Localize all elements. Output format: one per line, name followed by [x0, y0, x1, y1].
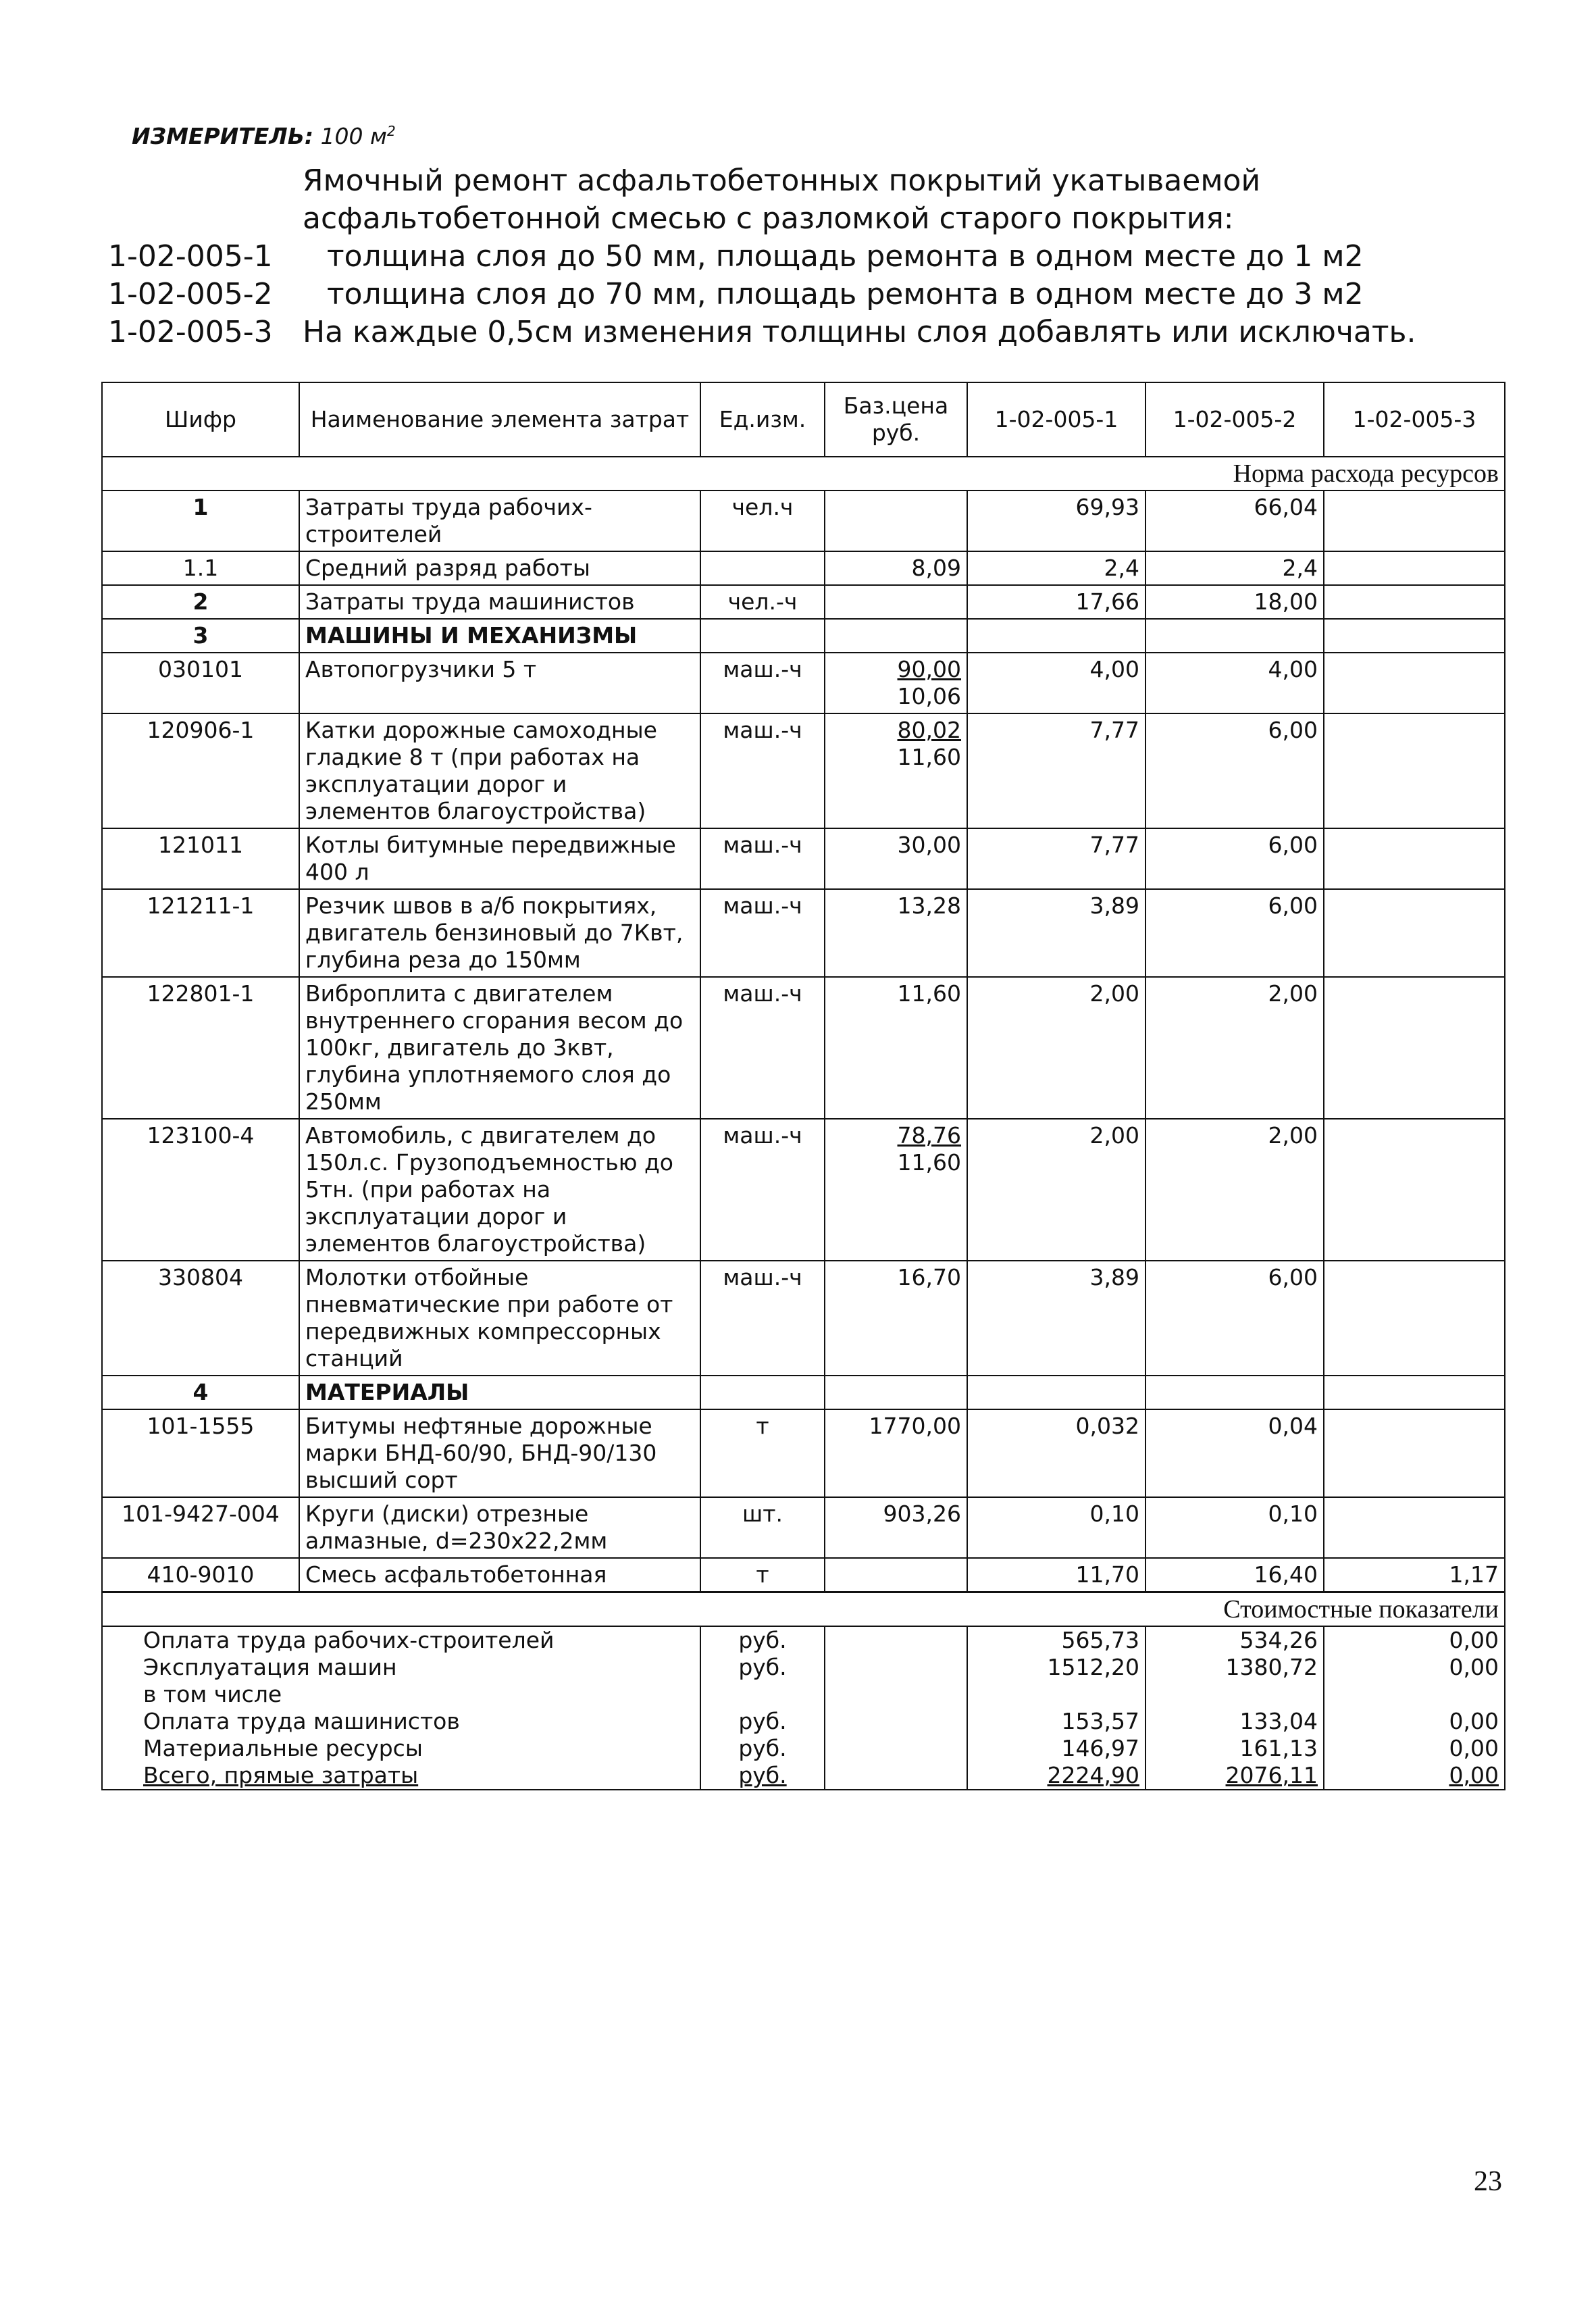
- cell-v2: [1145, 619, 1324, 653]
- cost-v2: 133,04: [1145, 1708, 1324, 1735]
- cell-v1: 3,89: [967, 889, 1145, 977]
- cost-title: Стоимостные показатели: [102, 1592, 1505, 1627]
- cost-unit: руб.: [700, 1735, 825, 1762]
- cell-v3: [1324, 1376, 1505, 1409]
- header-col3: 1-02-005-3: [1324, 382, 1505, 457]
- cost-v3: 0,00: [1324, 1762, 1505, 1790]
- cost-row: [102, 1626, 1505, 1654]
- table-row: [102, 1119, 1505, 1261]
- cost-row: [102, 1708, 1505, 1735]
- cell-v2: 6,00: [1145, 889, 1324, 977]
- table-row: [102, 1376, 1505, 1409]
- cell-unit: [700, 1376, 825, 1409]
- cell-v1: [967, 1376, 1145, 1409]
- cell-v1: 11,70: [967, 1558, 1145, 1592]
- table-row: [102, 977, 1505, 1119]
- cost-v2: [1145, 1681, 1324, 1708]
- cell-name: Затраты труда рабочих-строителей: [299, 491, 700, 551]
- cost-name: Оплата труда машинистов: [102, 1708, 700, 1735]
- cell-code: 030101: [102, 653, 299, 713]
- cell-unit: маш.-ч: [700, 828, 825, 889]
- cost-row: [102, 1654, 1505, 1681]
- meter-line: [132, 123, 396, 149]
- table-header-row: [102, 382, 1505, 457]
- cell-v1: 0,032: [967, 1409, 1145, 1497]
- cost-name: Оплата труда рабочих-строителей: [102, 1626, 700, 1654]
- cost-v1: 565,73: [967, 1626, 1145, 1654]
- cost-row: [102, 1681, 1505, 1708]
- cell-price: [825, 1376, 967, 1409]
- cell-v2: 6,00: [1145, 828, 1324, 889]
- cell-unit: т: [700, 1558, 825, 1592]
- header-unit: Ед.изм.: [700, 382, 825, 457]
- table-row: [102, 889, 1505, 977]
- cell-name: МАТЕРИАЛЫ: [299, 1376, 700, 1409]
- cost-title-row: [102, 1592, 1505, 1627]
- cell-unit: маш.-ч: [700, 653, 825, 713]
- table-row: [102, 1409, 1505, 1497]
- cell-v2: 66,04: [1145, 491, 1324, 551]
- cost-name: в том числе: [102, 1681, 700, 1708]
- cost-unit: руб.: [700, 1654, 825, 1681]
- cell-unit: [700, 619, 825, 653]
- table-row: [102, 1261, 1505, 1376]
- cell-name: Молотки отбойные пневматические при работе от передвижных компрессорных станций: [299, 1261, 700, 1376]
- cell-name: МАШИНЫ И МЕХАНИЗМЫ: [299, 619, 700, 653]
- cost-v2: 161,13: [1145, 1735, 1324, 1762]
- intro-code: 1-02-005-3: [108, 315, 273, 349]
- cell-price: [825, 585, 967, 619]
- table-row: [102, 1558, 1505, 1592]
- cell-v1: 7,77: [967, 713, 1145, 828]
- cell-name: Затраты труда машинистов: [299, 585, 700, 619]
- cell-unit: шт.: [700, 1497, 825, 1558]
- cell-price: 1770,00: [825, 1409, 967, 1497]
- cell-v3: 1,17: [1324, 1558, 1505, 1592]
- cell-name: Смесь асфальтобетонная: [299, 1558, 700, 1592]
- cell-code: 122801-1: [102, 977, 299, 1119]
- cost-row: [102, 1735, 1505, 1762]
- cell-v3: [1324, 585, 1505, 619]
- cost-name: Всего, прямые затраты: [102, 1762, 700, 1790]
- cell-price: 16,70: [825, 1261, 967, 1376]
- cell-price: [825, 653, 967, 713]
- header-price: Баз.цена руб.: [825, 382, 967, 457]
- cost-unit: руб.: [700, 1708, 825, 1735]
- header-col2: 1-02-005-2: [1145, 382, 1324, 457]
- cell-price: [825, 491, 967, 551]
- cell-code: 101-1555: [102, 1409, 299, 1497]
- cost-price: [825, 1654, 967, 1681]
- cost-v1: 2224,90: [967, 1762, 1145, 1790]
- norm-title: Норма расхода ресурсов: [102, 457, 1505, 491]
- intro-text: толщина слоя до 70 мм, площадь ремонта в одном месте до 3 м2: [327, 277, 1364, 311]
- header-code: Шифр: [102, 382, 299, 457]
- cell-v3: [1324, 1497, 1505, 1558]
- meter-sup: 2: [386, 123, 396, 139]
- cost-price: [825, 1735, 967, 1762]
- price-base: 90,00: [897, 656, 961, 682]
- table-row: [102, 585, 1505, 619]
- cell-unit: маш.-ч: [700, 1119, 825, 1261]
- header-name: Наименование элемента затрат: [299, 382, 700, 457]
- cell-v2: 18,00: [1145, 585, 1324, 619]
- cell-price: 13,28: [825, 889, 967, 977]
- cell-v2: [1145, 1376, 1324, 1409]
- cost-price: [825, 1762, 967, 1790]
- cell-unit: маш.-ч: [700, 713, 825, 828]
- cell-code: 2: [102, 585, 299, 619]
- cell-unit: маш.-ч: [700, 1261, 825, 1376]
- cell-v1: 4,00: [967, 653, 1145, 713]
- cell-code: 1: [102, 491, 299, 551]
- cost-v1: 1512,20: [967, 1654, 1145, 1681]
- cost-v2: 534,26: [1145, 1626, 1324, 1654]
- cell-v2: 0,04: [1145, 1409, 1324, 1497]
- cost-name: Эксплуатация машин: [102, 1654, 700, 1681]
- cell-price: [825, 1119, 967, 1261]
- cost-v3: 0,00: [1324, 1735, 1505, 1762]
- page-number: 23: [1474, 2166, 1502, 2197]
- cell-v1: 17,66: [967, 585, 1145, 619]
- cell-v2: 6,00: [1145, 1261, 1324, 1376]
- table-row: [102, 551, 1505, 585]
- cell-v3: [1324, 977, 1505, 1119]
- cell-code: 3: [102, 619, 299, 653]
- cost-price: [825, 1626, 967, 1654]
- cell-name: Средний разряд работы: [299, 551, 700, 585]
- cell-v3: [1324, 713, 1505, 828]
- cell-v2: 4,00: [1145, 653, 1324, 713]
- cell-code: 410-9010: [102, 1558, 299, 1592]
- cost-v1: 146,97: [967, 1735, 1145, 1762]
- cell-v2: 6,00: [1145, 713, 1324, 828]
- cell-name: Автомобиль, с двигателем до 150л.с. Грузоподъемностью до 5тн. (при работах на эксплуатации дорог и элементов благоустройства): [299, 1119, 700, 1261]
- cost-v2: 2076,11: [1145, 1762, 1324, 1790]
- cell-code: 120906-1: [102, 713, 299, 828]
- cell-v1: 2,4: [967, 551, 1145, 585]
- cell-name: Котлы битумные передвижные 400 л: [299, 828, 700, 889]
- table-row: [102, 1497, 1505, 1558]
- meter-label: ИЗМЕРИТЕЛЬ:: [132, 123, 314, 149]
- cell-v2: 2,00: [1145, 1119, 1324, 1261]
- cost-v3: 0,00: [1324, 1626, 1505, 1654]
- cell-v2: 2,00: [1145, 977, 1324, 1119]
- cost-name: Материальные ресурсы: [102, 1735, 700, 1762]
- intro-code: 1-02-005-2: [108, 277, 273, 311]
- cell-v1: 69,93: [967, 491, 1145, 551]
- cell-unit: чел.-ч: [700, 585, 825, 619]
- cost-v3: 0,00: [1324, 1708, 1505, 1735]
- cost-v3: 0,00: [1324, 1654, 1505, 1681]
- cell-v2: 2,4: [1145, 551, 1324, 585]
- cell-v3: [1324, 1261, 1505, 1376]
- cell-v3: [1324, 828, 1505, 889]
- cell-unit: т: [700, 1409, 825, 1497]
- header-col1: 1-02-005-1: [967, 382, 1145, 457]
- meter-value: 100 м: [320, 123, 387, 149]
- table-row: [102, 828, 1505, 889]
- cell-name: Катки дорожные самоходные гладкие 8 т (при работах на эксплуатации дорог и элементов благоустройства): [299, 713, 700, 828]
- cost-price: [825, 1708, 967, 1735]
- cost-row: [102, 1762, 1505, 1790]
- cell-name: Резчик швов в а/б покрытиях, двигатель бензиновый до 7Квт, глубина реза до 150мм: [299, 889, 700, 977]
- cell-unit: чел.ч: [700, 491, 825, 551]
- cell-code: 101-9427-004: [102, 1497, 299, 1558]
- cell-name: Битумы нефтяные дорожные марки БНД-60/90, БНД-90/130 высший сорт: [299, 1409, 700, 1497]
- price-machinist: 11,60: [897, 744, 961, 770]
- norm-title-row: [102, 457, 1505, 491]
- cell-v3: [1324, 1409, 1505, 1497]
- cell-code: 123100-4: [102, 1119, 299, 1261]
- price-machinist: 10,06: [897, 683, 961, 709]
- cell-code: 4: [102, 1376, 299, 1409]
- cell-name: Автопогрузчики 5 т: [299, 653, 700, 713]
- cell-code: 330804: [102, 1261, 299, 1376]
- cell-v1: 2,00: [967, 977, 1145, 1119]
- cell-code: 1.1: [102, 551, 299, 585]
- cell-code: 121011: [102, 828, 299, 889]
- cell-v3: [1324, 551, 1505, 585]
- cell-v1: 0,10: [967, 1497, 1145, 1558]
- cell-v3: [1324, 653, 1505, 713]
- cost-unit: руб.: [700, 1762, 825, 1790]
- cost-price: [825, 1681, 967, 1708]
- intro-code: 1-02-005-1: [108, 239, 273, 274]
- cell-v3: [1324, 619, 1505, 653]
- cell-price: [825, 619, 967, 653]
- cell-v1: 2,00: [967, 1119, 1145, 1261]
- cell-unit: маш.-ч: [700, 889, 825, 977]
- cell-code: 121211-1: [102, 889, 299, 977]
- cell-price: [825, 1558, 967, 1592]
- cell-price: 11,60: [825, 977, 967, 1119]
- cell-v3: [1324, 491, 1505, 551]
- cell-v3: [1324, 1119, 1505, 1261]
- cell-price: 903,26: [825, 1497, 967, 1558]
- intro-text: толщина слоя до 50 мм, площадь ремонта в одном месте до 1 м2: [327, 239, 1364, 274]
- cell-v1: 7,77: [967, 828, 1145, 889]
- cost-v2: 1380,72: [1145, 1654, 1324, 1681]
- cost-unit: [700, 1681, 825, 1708]
- intro-heading: Ямочный ремонт асфальтобетонных покрытий укатываемой асфальтобетонной смесью с разломкой старого покрытия:: [303, 164, 1261, 236]
- cost-v1: 153,57: [967, 1708, 1145, 1735]
- table-row: [102, 491, 1505, 551]
- cell-name: Виброплита с двигателем внутреннего сгорания весом до 100кг, двигатель до 3квт, глубина уплотняемого слоя до 250мм: [299, 977, 700, 1119]
- table-row: [102, 713, 1505, 828]
- resource-table: [101, 382, 1505, 1790]
- price-machinist: 11,60: [897, 1149, 961, 1176]
- cost-v3: [1324, 1681, 1505, 1708]
- cell-v2: 16,40: [1145, 1558, 1324, 1592]
- cell-v2: 0,10: [1145, 1497, 1324, 1558]
- cell-v1: [967, 619, 1145, 653]
- price-base: 78,76: [897, 1122, 961, 1149]
- cell-price: 30,00: [825, 828, 967, 889]
- cell-v3: [1324, 889, 1505, 977]
- table-row: [102, 653, 1505, 713]
- cost-v1: [967, 1681, 1145, 1708]
- cell-price: 8,09: [825, 551, 967, 585]
- table-row: [102, 619, 1505, 653]
- intro-block: [108, 162, 1526, 351]
- intro-text: На каждые 0,5см изменения толщины слоя добавлять или исключать.: [303, 315, 1416, 349]
- cell-price: [825, 713, 967, 828]
- price-base: 80,02: [897, 717, 961, 743]
- cell-v1: 3,89: [967, 1261, 1145, 1376]
- cell-unit: [700, 551, 825, 585]
- cost-unit: руб.: [700, 1626, 825, 1654]
- cell-unit: маш.-ч: [700, 977, 825, 1119]
- cell-name: Круги (диски) отрезные алмазные, d=230x22,2мм: [299, 1497, 700, 1558]
